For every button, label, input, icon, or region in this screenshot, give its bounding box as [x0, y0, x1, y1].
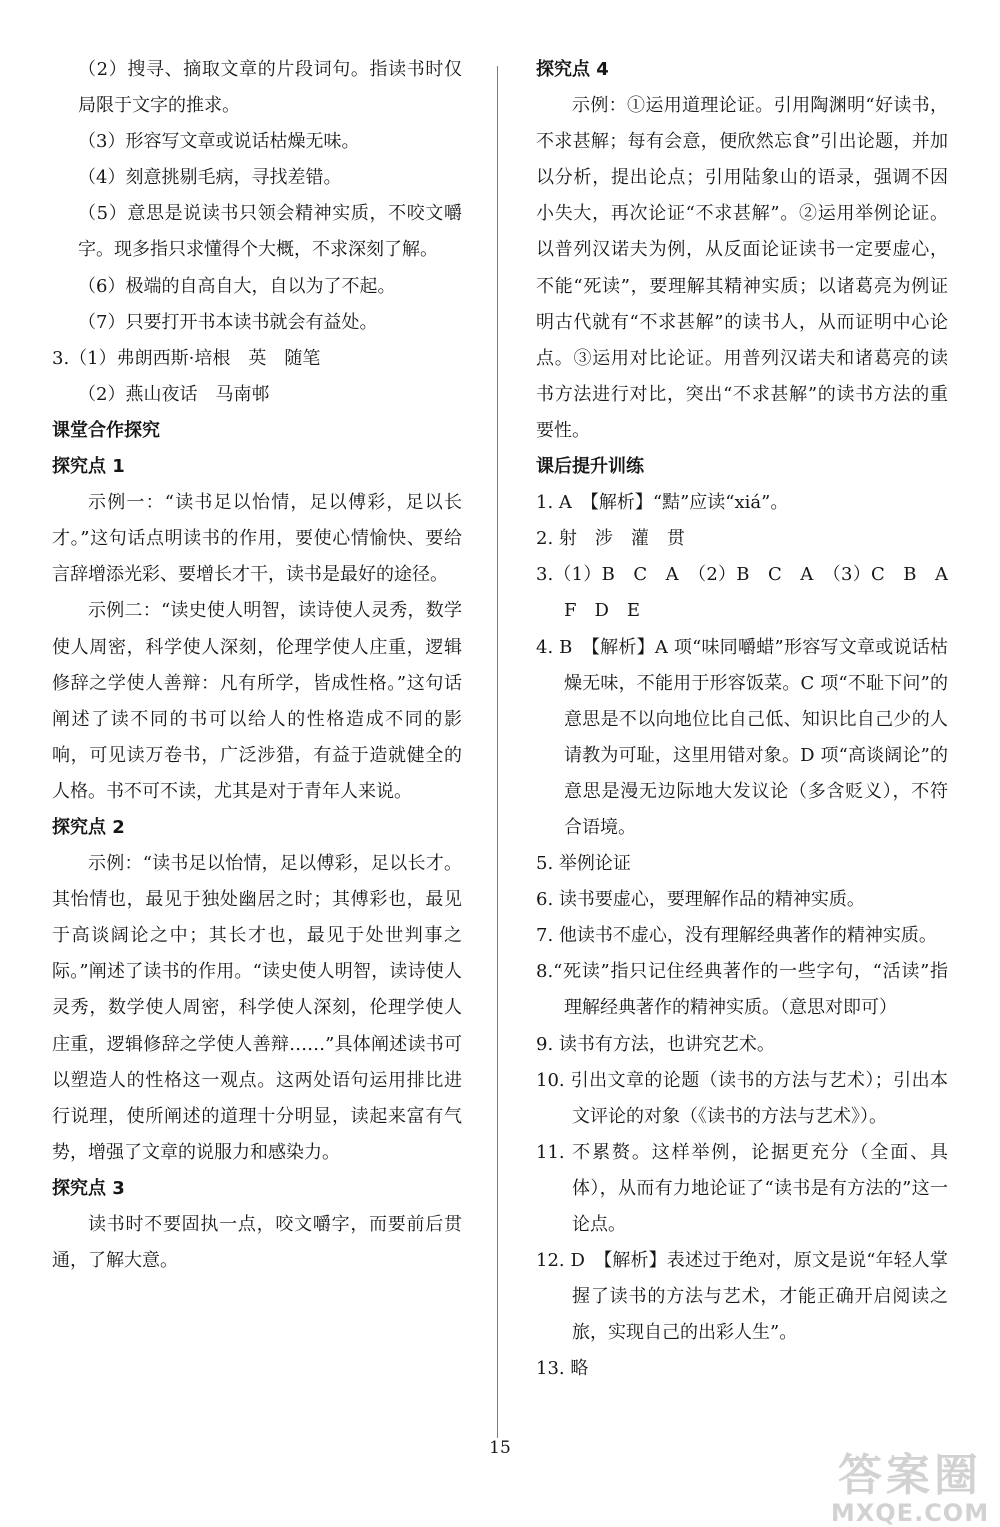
text-paragraph: 6. 读书要虚心，要理解作品的精神实质。 — [536, 889, 865, 911]
text-paragraph: 3.（1）B C A （2）B C A （3）C B A F D E — [536, 564, 966, 622]
text-paragraph: 2. 射 涉 灌 贯 — [536, 528, 685, 550]
text-paragraph: 示例：①运用道理论证。引用陶渊明“好读书，不求甚解；每有会意，便欣然忘食”引出论题，并加以分析，提出论点；引用陆象山的语录，强调不因小失大，再次论证“不求甚解”。②运用举例论证。以普列汉诺夫为例，从反面论证读书一定要虚心，不能“死读”，要理解其精神实质；以诸葛亮为例证明古代就有“不求甚解”的读书人，从而证明中心论点。③运用对比论证。用普列汉诺夫和诸葛亮的读书方法进行对比，突出“不求甚解”的读书方法的重要性。 — [536, 95, 948, 441]
text-paragraph: 3.（1）弗朗西斯·培根 英 随笔 — [52, 347, 321, 369]
text-paragraph: （4）刻意挑剔毛病，寻找差错。 — [78, 167, 342, 189]
section-heading: 课堂合作探究 — [52, 419, 160, 441]
text-paragraph: （7）只要打开书本读书就会有益处。 — [78, 311, 378, 333]
watermark-logo — [830, 1452, 990, 1526]
text-paragraph: 示例一：“读书足以怡情，足以傅彩，足以长才。”这句话点明读书的作用，要使心情愉快、要给言辞增添光彩、要增长才干，读书是最好的途径。 — [52, 492, 462, 586]
section-heading: 课后提升训练 — [536, 456, 644, 478]
text-paragraph: 示例：“读书足以怡情，足以傅彩，足以长才。其怡情也，最见于独处幽居之时；其傅彩也，最见于高谈阔论之中；其长才也，最见于处世判事之际。”阐述了读书的作用。“读史使人明智，读诗使人灵秀，数学使人周密，科学使人深刻，伦理学使人庄重，逻辑修辞之学使人善辩……”具体阐述读书可以塑造人的性格这一观点。这两处语句运用排比进行说理，使所阐述的道理十分明显，读起来富有气势，增强了文章的说服力和感染力。 — [52, 853, 462, 1163]
text-paragraph: （2）燕山夜话 马南邨 — [78, 383, 270, 405]
text-paragraph: 11. 不累赘。这样举例，论据更充分（全面、具体），从而有力地论证了“读书是有方法的”这一论点。 — [536, 1141, 948, 1235]
watermark-title: 答案圈 — [838, 1450, 982, 1501]
section-heading: 探究点 3 — [52, 1177, 125, 1199]
text-paragraph: 1. A 【解析】“黠”应读“xiá”。 — [536, 492, 789, 514]
section-heading: 探究点 4 — [536, 59, 609, 80]
watermark-url: MXQE.COM — [830, 1499, 990, 1527]
page-number: 15 — [489, 1438, 511, 1458]
text-paragraph: 13. 略 — [536, 1358, 589, 1380]
text-paragraph: （3）形容写文章或说话枯燥无味。 — [78, 131, 360, 153]
text-paragraph: （5）意思是说读书只领会精神实质，不咬文嚼字。现多指只求懂得个大概，不求深刻了解。 — [78, 203, 462, 261]
text-paragraph: 9. 读书有方法，也讲究艺术。 — [536, 1033, 775, 1055]
text-paragraph: （6）极端的自高自大，自以为了不起。 — [78, 275, 396, 297]
text-paragraph: （2）搜寻、摘取文章的片段词句。指读书时仅局限于文字的推求。 — [78, 59, 462, 117]
text-paragraph: 7. 他读书不虚心，没有理解经典著作的精神实质。 — [536, 925, 937, 947]
left-column — [52, 52, 462, 1279]
text-paragraph: 5. 举例论证 — [536, 853, 631, 875]
text-paragraph: 示例二：“读史使人明智，读诗使人灵秀，数学使人周密，科学使人深刻，伦理学使人庄重，逻辑修辞之学使人善辩：凡有所学，皆成性格。”这句话阐述了读不同的书可以给人的性格造成不同的影响，可见读万卷书，广泛涉猎，有益于造就健全的人格。书不可不读，尤其是对于青年人来说。 — [52, 600, 462, 802]
column-divider — [497, 66, 498, 1438]
text-paragraph: 读书时不要固执一点，咬文嚼字，而要前后贯通，了解大意。 — [52, 1214, 462, 1272]
text-paragraph: 4. B 【解析】A 项“味同嚼蜡”形容写文章或说话枯燥无味，不能用于形容饭菜。C 项“不耻下问”的意思是不以向地位比自己低、知识比自己少的人请教为可耻，这里用错对象。D 项“高谈阔论”的意思是漫无边际地大发议论（多含贬义），不符合语境。 — [536, 636, 948, 838]
text-paragraph: 10. 引出文章的论题（读书的方法与艺术）；引出本文评论的对象（《读书的方法与艺术》）。 — [536, 1069, 948, 1127]
right-column — [536, 52, 966, 1387]
text-paragraph: 8.“死读”指只记住经典著作的一些字句，“活读”指理解经典著作的精神实质。（意思对即可） — [536, 961, 948, 1019]
text-paragraph: 12. D 【解析】表述过于绝对，原文是说“年轻人掌握了读书的方法与艺术，才能正确开启阅读之旅，实现自己的出彩人生”。 — [536, 1250, 948, 1344]
section-heading: 探究点 2 — [52, 816, 125, 838]
section-heading: 探究点 1 — [52, 456, 125, 478]
